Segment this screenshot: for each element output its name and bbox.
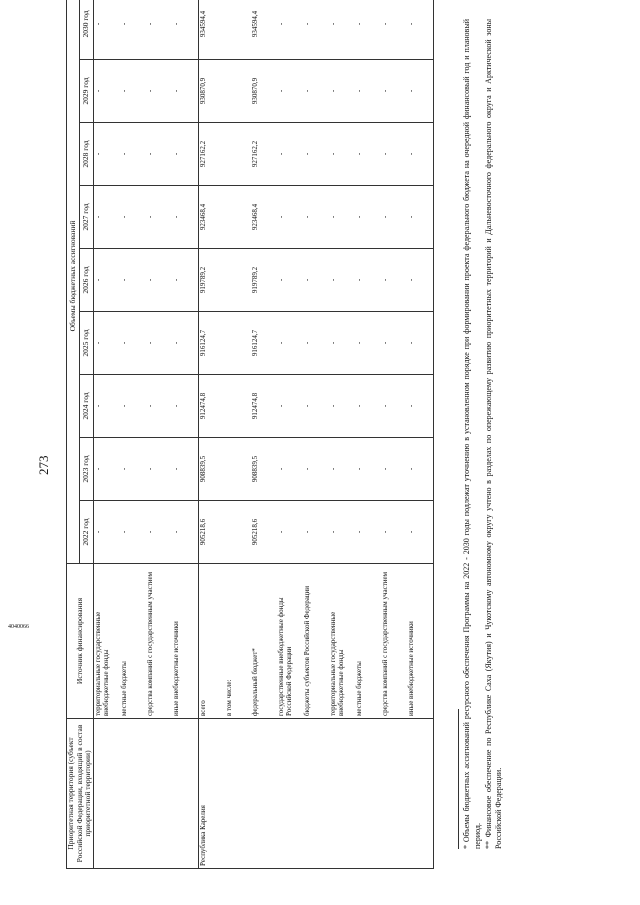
source-label: территориальные государственные внебюджетные фонды (328, 611, 345, 716)
value-cell: 912474,8 (250, 392, 259, 420)
value-cell: - (93, 278, 102, 282)
value-cell: - (380, 278, 389, 282)
source-label: бюджеты субъектов Российской Федерации (302, 585, 311, 716)
value-cell: - (93, 22, 102, 26)
source-label: местные бюджеты (119, 661, 128, 716)
value-cell: - (406, 152, 415, 156)
volumes-header: Объемы бюджетных ассигнований (67, 0, 80, 564)
source-label: в том числе: (224, 679, 233, 716)
value-cell: 927162,2 (250, 140, 259, 168)
value-cell: 916124,7 (250, 329, 259, 357)
value-cell: - (328, 278, 337, 282)
value-cell: - (171, 530, 180, 534)
value-cell: - (145, 341, 154, 345)
year-header: 2026 год (80, 249, 93, 312)
value-cell: - (406, 89, 415, 93)
value-cell: - (171, 341, 180, 345)
value-cell (225, 251, 251, 309)
value-cell: - (276, 22, 285, 26)
territory-cell (198, 719, 433, 869)
value-cell: - (302, 530, 311, 534)
year-header: 2022 год (80, 501, 93, 564)
value-cell (225, 125, 251, 183)
value-cell: - (145, 89, 154, 93)
year-values-cell (198, 186, 433, 249)
footnotes (462, 19, 505, 849)
value-cell: - (406, 22, 415, 26)
value-cell: - (406, 530, 415, 534)
sources-cell (93, 564, 198, 719)
year-values-cell (198, 123, 433, 186)
value-cell: - (145, 278, 154, 282)
value-cell: - (328, 404, 337, 408)
value-cell: - (328, 530, 337, 534)
value-cell: - (119, 341, 128, 345)
year-values-cell (198, 375, 433, 438)
year-values-cell (93, 123, 198, 186)
value-cell: - (171, 278, 180, 282)
value-cell: - (406, 404, 415, 408)
value-cell: - (328, 22, 337, 26)
value-cell (225, 62, 251, 120)
value-cell: - (145, 404, 154, 408)
source-label: территориальные государственные внебюджетные фонды (93, 611, 110, 716)
value-cell: - (145, 467, 154, 471)
value-cell: - (354, 341, 363, 345)
value-cell: - (276, 530, 285, 534)
value-cell: - (119, 89, 128, 93)
source-label: всего (198, 700, 207, 716)
value-cell: 908839,5 (250, 455, 259, 483)
value-cell: - (171, 152, 180, 156)
year-values-cell (198, 501, 433, 564)
value-cell: - (302, 215, 311, 219)
value-cell: - (380, 215, 389, 219)
year-header: 2023 год (80, 438, 93, 501)
year-header: 2027 год (80, 186, 93, 249)
value-cell: - (119, 215, 128, 219)
value-cell: 923468,4 (198, 203, 207, 231)
value-cell: - (171, 22, 180, 26)
value-cell: - (145, 22, 154, 26)
page-number: 273 (36, 455, 51, 475)
value-cell: - (171, 89, 180, 93)
value-cell: - (380, 530, 389, 534)
value-cell: - (380, 341, 389, 345)
territory-block (198, 0, 433, 869)
value-cell: - (276, 278, 285, 282)
value-cell: - (93, 530, 102, 534)
source-label: иные внебюджетные источники (171, 621, 180, 716)
value-cell: - (276, 404, 285, 408)
value-cell: - (380, 404, 389, 408)
value-cell: - (380, 22, 389, 26)
year-header: 2028 год (80, 123, 93, 186)
value-cell: - (93, 467, 102, 471)
value-cell: - (93, 215, 102, 219)
value-cell: - (171, 215, 180, 219)
value-cell: - (354, 152, 363, 156)
value-cell: - (302, 467, 311, 471)
value-cell: - (406, 278, 415, 282)
value-cell: - (354, 215, 363, 219)
value-cell: - (354, 404, 363, 408)
sources-header: Источник финансирования (67, 564, 94, 719)
value-cell (225, 503, 251, 561)
value-cell: 934594,4 (198, 10, 207, 38)
year-values-cell (93, 312, 198, 375)
value-cell: - (302, 22, 311, 26)
value-cell: 919789,2 (250, 266, 259, 294)
value-cell: - (93, 89, 102, 93)
source-label: средства компаний с государственным участием (145, 571, 154, 716)
value-cell: 908839,5 (198, 455, 207, 483)
value-cell: - (380, 467, 389, 471)
value-cell: - (302, 152, 311, 156)
value-cell: - (171, 404, 180, 408)
value-cell: - (276, 89, 285, 93)
value-cell: - (145, 530, 154, 534)
value-cell: - (302, 341, 311, 345)
value-cell: - (354, 530, 363, 534)
year-values-cell (198, 249, 433, 312)
year-header: 2025 год (80, 312, 93, 375)
year-values-cell (198, 0, 433, 60)
value-cell: 905218,6 (198, 518, 207, 546)
value-cell: 923468,4 (250, 203, 259, 231)
value-cell: - (328, 89, 337, 93)
value-cell: - (119, 467, 128, 471)
value-cell: - (119, 22, 128, 26)
footnote-1: * Объемы бюджетных ассигнований ресурсного обеспечения Программы на 2022 - 2030 годы подлежат уточнению в установленном порядке при формировании проекта федерального бюджета на очередной финансовый год и плановый период. (462, 19, 482, 849)
year-header: 2029 год (80, 60, 93, 123)
footnote-rule (458, 709, 459, 849)
year-values-cell (93, 438, 198, 501)
value-cell: - (354, 22, 363, 26)
territory-block (93, 0, 198, 869)
value-cell (225, 314, 251, 372)
source-label: иные внебюджетные источники (406, 621, 415, 716)
value-cell: 919789,2 (198, 266, 207, 294)
value-cell: - (171, 467, 180, 471)
value-cell: 912474,8 (198, 392, 207, 420)
value-cell: - (354, 467, 363, 471)
sources-cell (198, 564, 433, 719)
value-cell: 930870,9 (198, 77, 207, 105)
value-cell: - (328, 215, 337, 219)
value-cell: - (119, 530, 128, 534)
value-cell: - (406, 215, 415, 219)
year-values-cell (198, 60, 433, 123)
source-label: федеральный бюджет* (250, 648, 259, 716)
source-label: государственные внебюджетные фонды Российской Федерации (276, 597, 293, 716)
value-cell: - (119, 152, 128, 156)
value-cell: - (119, 404, 128, 408)
value-cell: - (354, 89, 363, 93)
value-cell: - (302, 89, 311, 93)
source-label: средства компаний с государственным участием (380, 571, 389, 716)
value-cell: 916124,7 (198, 329, 207, 357)
territory-name: Республика Карелия (198, 805, 207, 866)
value-cell: - (302, 278, 311, 282)
value-cell: - (328, 341, 337, 345)
header-row-1 (67, 0, 80, 869)
value-cell: 927162,2 (198, 140, 207, 168)
value-cell: 930870,9 (250, 77, 259, 105)
value-cell: - (276, 341, 285, 345)
funding-table (66, 0, 434, 869)
value-cell: - (406, 341, 415, 345)
value-cell: - (380, 152, 389, 156)
territory-header: Приоритетная территория (субъект Российской Федерации, входящий в состав приоритетной территории) (67, 719, 94, 869)
value-cell: 905218,6 (250, 518, 259, 546)
value-cell: - (302, 404, 311, 408)
year-values-cell (93, 501, 198, 564)
year-values-cell (93, 249, 198, 312)
value-cell: - (145, 215, 154, 219)
year-values-cell (93, 186, 198, 249)
value-cell (225, 440, 251, 498)
value-cell: - (328, 467, 337, 471)
value-cell: - (93, 341, 102, 345)
value-cell: - (93, 152, 102, 156)
value-cell: - (93, 404, 102, 408)
footnote-2: ** Финансовое обеспечение по Республике Саха (Якутия) и Чукотскому автономному округу учтено в разделах по опережающему развитию приоритетных территорий и Дальневосточного федерального округа и Арктической зоны Российской Федерации. (483, 19, 504, 849)
year-values-cell (93, 375, 198, 438)
value-cell: - (354, 278, 363, 282)
value-cell: - (119, 278, 128, 282)
year-values-cell (198, 312, 433, 375)
value-cell: 934594,4 (250, 10, 259, 38)
year-values-cell (93, 0, 198, 60)
year-values-cell (93, 60, 198, 123)
value-cell: - (276, 215, 285, 219)
document-code: 4040066 (8, 624, 29, 630)
value-cell (225, 0, 251, 57)
value-cell: - (276, 152, 285, 156)
year-header: 2024 год (80, 375, 93, 438)
value-cell (225, 188, 251, 246)
value-cell: - (380, 89, 389, 93)
value-cell: - (328, 152, 337, 156)
source-label: местные бюджеты (354, 661, 363, 716)
value-cell: - (406, 467, 415, 471)
value-cell (225, 377, 251, 435)
year-values-cell (198, 438, 433, 501)
year-header: 2030 год (80, 0, 93, 60)
value-cell: - (145, 152, 154, 156)
territory-cell (93, 719, 198, 869)
value-cell: - (276, 467, 285, 471)
